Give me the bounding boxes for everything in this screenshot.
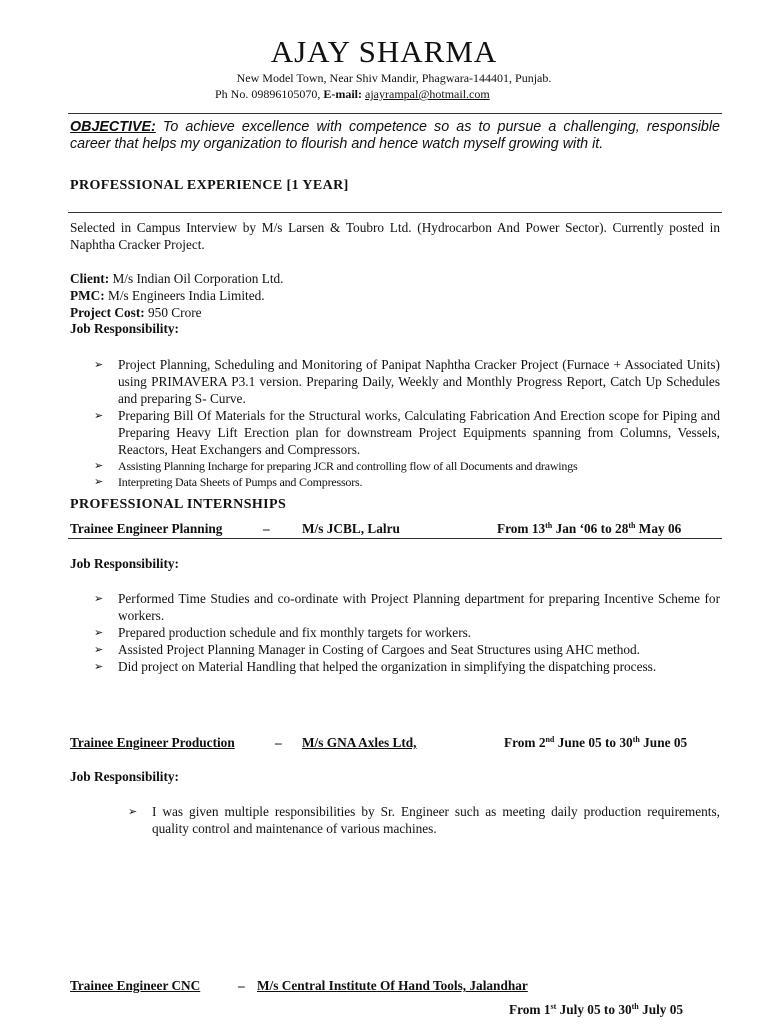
objective-text: To achieve excellence with competence so as to pursue a challenging, responsible career that helps my organization to flourish and hence watch myself growing with it. [70,119,720,152]
internship-1-job-resp-label: Job Responsibility: [70,556,179,571]
internship-2-job-resp-label: Job Responsibility: [70,769,179,784]
contact-line: Ph No. 09896105070, E-mail: ajayrampal@hotmail.com [215,87,490,101]
email-label: E-mail [323,87,359,101]
experience-divider [68,212,722,213]
project-cost-label: Project Cost: [70,305,145,320]
internships-heading: PROFESSIONAL INTERNSHIPS [70,497,287,512]
arrowhead-bullet-icon: ➢ [94,626,104,639]
internship-2-bullet-list [128,803,720,837]
arrowhead-bullet-icon: ➢ [94,643,104,656]
arrowhead-bullet-icon: ➢ [94,475,104,488]
dash-separator: – [238,978,245,993]
dash-separator: – [263,521,270,536]
internship-dates: From 1st July 05 to 30th July 05 [509,1002,684,1017]
internship-1-divider [68,538,722,539]
internship-company: M/s JCBL, Lalru [302,521,400,536]
experience-heading: PROFESSIONAL EXPERIENCE [1 YEAR] [70,178,349,193]
objective-label: OBJECTIVE: [70,119,156,135]
internship-dates: From 13th Jan ‘06 to 28th May 06 [497,521,682,536]
internship-1-header [70,521,222,537]
client-value: M/s Indian Oil Corporation Ltd. [112,271,284,286]
list-item: ➢ Performed Time Studies and co-ordinate with Project Planning department for preparing Incentive Scheme for workers. [94,591,720,623]
pmc-value: M/s Engineers India Limited. [108,288,265,303]
list-item: ➢ Prepared production schedule and fix monthly targets for workers. [94,625,472,640]
list-item: ➢ Project Planning, Scheduling and Monitoring of Panipat Naphtha Cracker Project (Furnace + Associated Units) using PRIMAVERA P3.1 version. Preparing Daily, Weekly and Monthly Progress Report, Catch Up Schedules and preparing S- Curve. [94,357,720,406]
internship-role: Trainee Engineer CNC [70,978,201,993]
project-cost-line [70,304,202,321]
phone-label: Ph No. [215,87,249,101]
phone-number: 09896105070, [251,87,321,101]
list-item: ➢ Preparing Bill Of Materials for the Structural works, Calculating Fabrication And Erection scope for Piping and Preparing Heavy Lift Erection plan for downstream Project Equipments spanning from Columns, Vessels, Reactors, Heat Exchangers and Compressors. [94,408,720,457]
list-item: ➢ I was given multiple responsibilities by Sr. Engineer such as meeting daily production requirements, quality control and maintenance of various machines. [128,804,720,836]
arrowhead-bullet-icon: ➢ [94,358,104,371]
list-item: ➢ Assisted Project Planning Manager in Costing of Cargoes and Seat Structures using AHC method. [94,642,640,657]
experience-intro: Selected in Campus Interview by M/s Larsen & Toubro Ltd. (Hydrocarbon And Power Sector). Currently posted in Naphtha Cracker Project. [70,220,720,252]
arrowhead-bullet-icon: ➢ [94,592,104,605]
pmc-line [70,287,265,304]
candidate-name: AJAY SHARMA [270,34,498,69]
email-link[interactable]: ajayrampal@hotmail.com [365,87,490,101]
experience-job-resp-label: Job Responsibility: [70,321,179,336]
client-line [70,270,283,287]
internship-company: M/s GNA Axles Ltd, [302,735,417,750]
arrowhead-bullet-icon: ➢ [94,459,104,472]
internship-2-header [70,735,235,751]
client-label: Client: [70,271,110,286]
list-item: ➢ Did project on Material Handling that helped the organization in simplifying the dispatching process. [94,659,657,674]
experience-bullet-list [94,356,720,490]
internship-dates: From 2nd June 05 to 30th June 05 [504,735,688,750]
internship-role: Trainee Engineer Production [70,735,235,750]
internship-company: M/s Central Institute Of Hand Tools, Jalandhar [257,978,528,993]
list-item: ➢ Interpreting Data Sheets of Pumps and Compressors. [94,475,363,489]
header-divider [68,113,722,114]
project-cost-value: 950 Crore [148,305,202,320]
internship-role: Trainee Engineer Planning [70,521,223,536]
arrowhead-bullet-icon: ➢ [94,409,104,422]
internship-3-header [70,978,200,994]
internship-1-bullet-list [94,590,720,675]
pmc-label: PMC: [70,288,105,303]
objective-section [70,119,720,153]
arrowhead-bullet-icon: ➢ [94,660,104,673]
list-item: ➢ Assisting Planning Incharge for preparing JCR and controlling flow of all Documents and drawings [94,459,578,473]
arrowhead-bullet-icon: ➢ [128,805,138,818]
address-line: New Model Town, Near Shiv Mandir, Phagwara-144401, Punjab. [236,71,552,85]
dash-separator: – [275,735,282,750]
